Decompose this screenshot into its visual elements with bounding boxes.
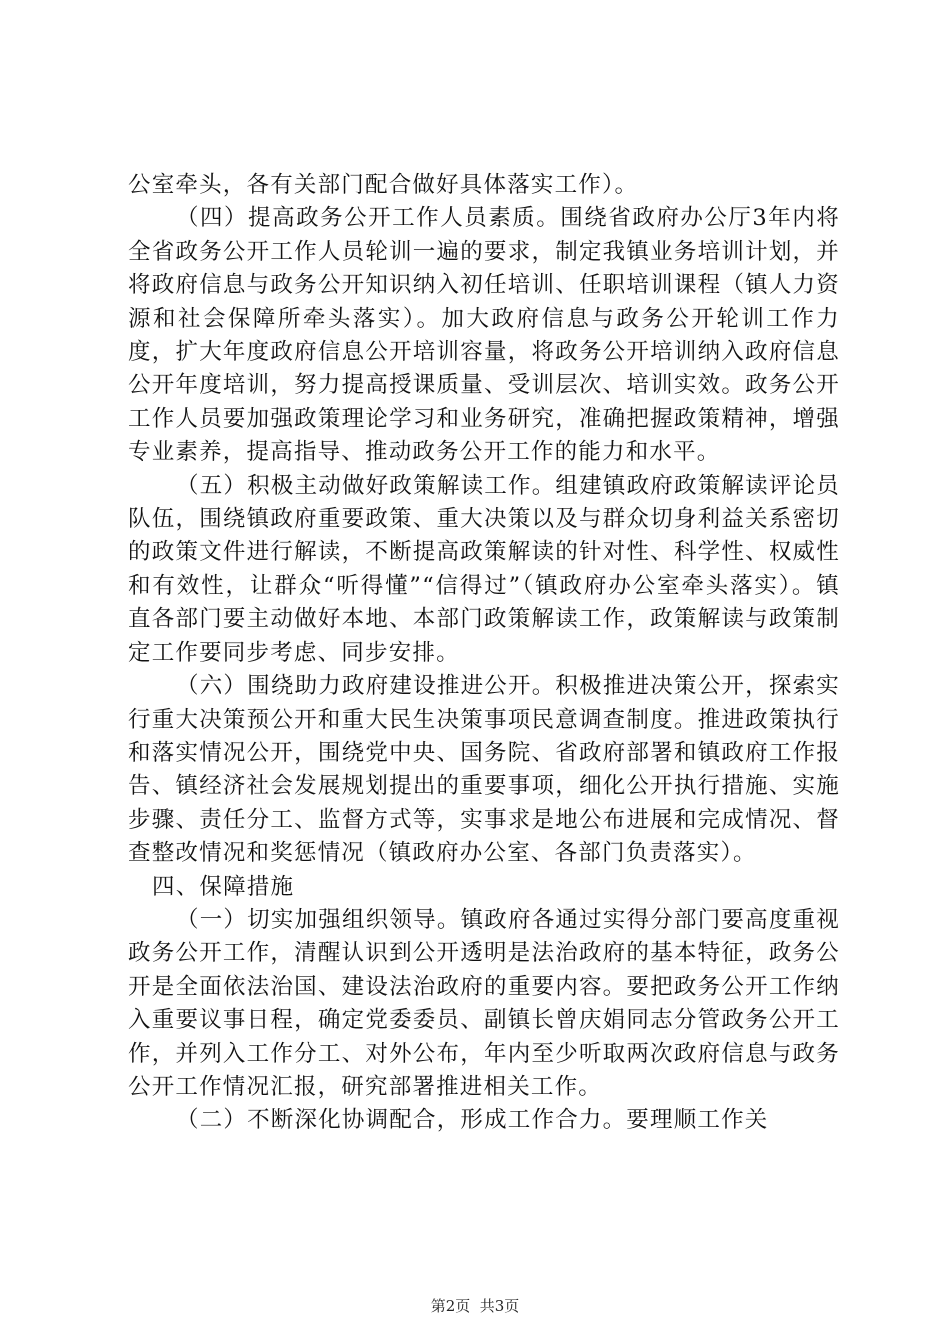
page-number-label: 第2页 共3页 — [430, 1297, 520, 1315]
document-body — [128, 169, 840, 1138]
section-heading: 四、保障措施 — [152, 873, 295, 900]
paragraph-item-5: （五）积极主动做好政策解读工作。组建镇政府政策解读评论员队伍，围绕镇政府重要政策、重大决策以及与群众切身利益关系密切的政策文件进行解读，不断提高政策解读的针对性、科学性、权威性和有效性，让群众“听得懂”“信得过”（镇政府办公室牵头落实）。镇直各部门要主动做好本地、本部门政策解读工作，政策解读与政策制定工作要同步考虑、同步安排。 — [128, 472, 840, 666]
paragraph-continuation: 公室牵头，各有关部门配合做好具体落实工作）。 — [128, 172, 639, 198]
paragraph-item-6: （六）围绕助力政府建设推进公开。积极推进决策公开，探索实行重大决策预公开和重大民生决策事项民意调查制度。推进政策执行和落实情况公开，围绕党中央、国务院、省政府部署和镇政府工作报告、镇经济社会发展规划提出的重要事项，细化公开执行措施、实施步骤、责任分工、监督方式等，实事求是地公布进展和完成情况、督查整改情况和奖惩情况（镇政府办公室、各部门负责落实）。 — [128, 673, 840, 867]
paragraph-item-4: （四）提高政务公开工作人员素质。围绕省政府办公厅3年内将全省政务公开工作人员轮训一遍的要求，制定我镇业务培训计划，并将政府信息与政务公开知识纳入初任培训、任职培训课程（镇人力资源和社会保障所牵头落实）。加大政府信息与政务公开轮训工作力度，扩大年度政府信息公开培训容量，将政务公开培训纳入政府信息公开年度培训，努力提高授课质量、受训层次、培训实效。政务公开工作人员要加强政策理论学习和业务研究，准确把握政策精神，增强专业素养，提高指导、推动政务公开工作的能力和水平。 — [128, 205, 840, 466]
paragraph-measure-1: （一）切实加强组织领导。镇政府各通过实得分部门要高度重视政务公开工作，清醒认识到公开透明是法治政府的基本特征，政务公开是全面依法治国、建设法治政府的重要内容。要把政务公开工作纳入重要议事日程，确定党委委员、副镇长曾庆娟同志分管政务公开工作，并列入工作分工、对外公布，年内至少听取两次政府信息与政务公开工作情况汇报，研究部署推进相关工作。 — [128, 906, 840, 1100]
paragraph-measure-2: （二）不断深化协调配合，形成工作合力。要理顺工作关 — [176, 1107, 769, 1134]
page-footer — [0, 1296, 950, 1316]
